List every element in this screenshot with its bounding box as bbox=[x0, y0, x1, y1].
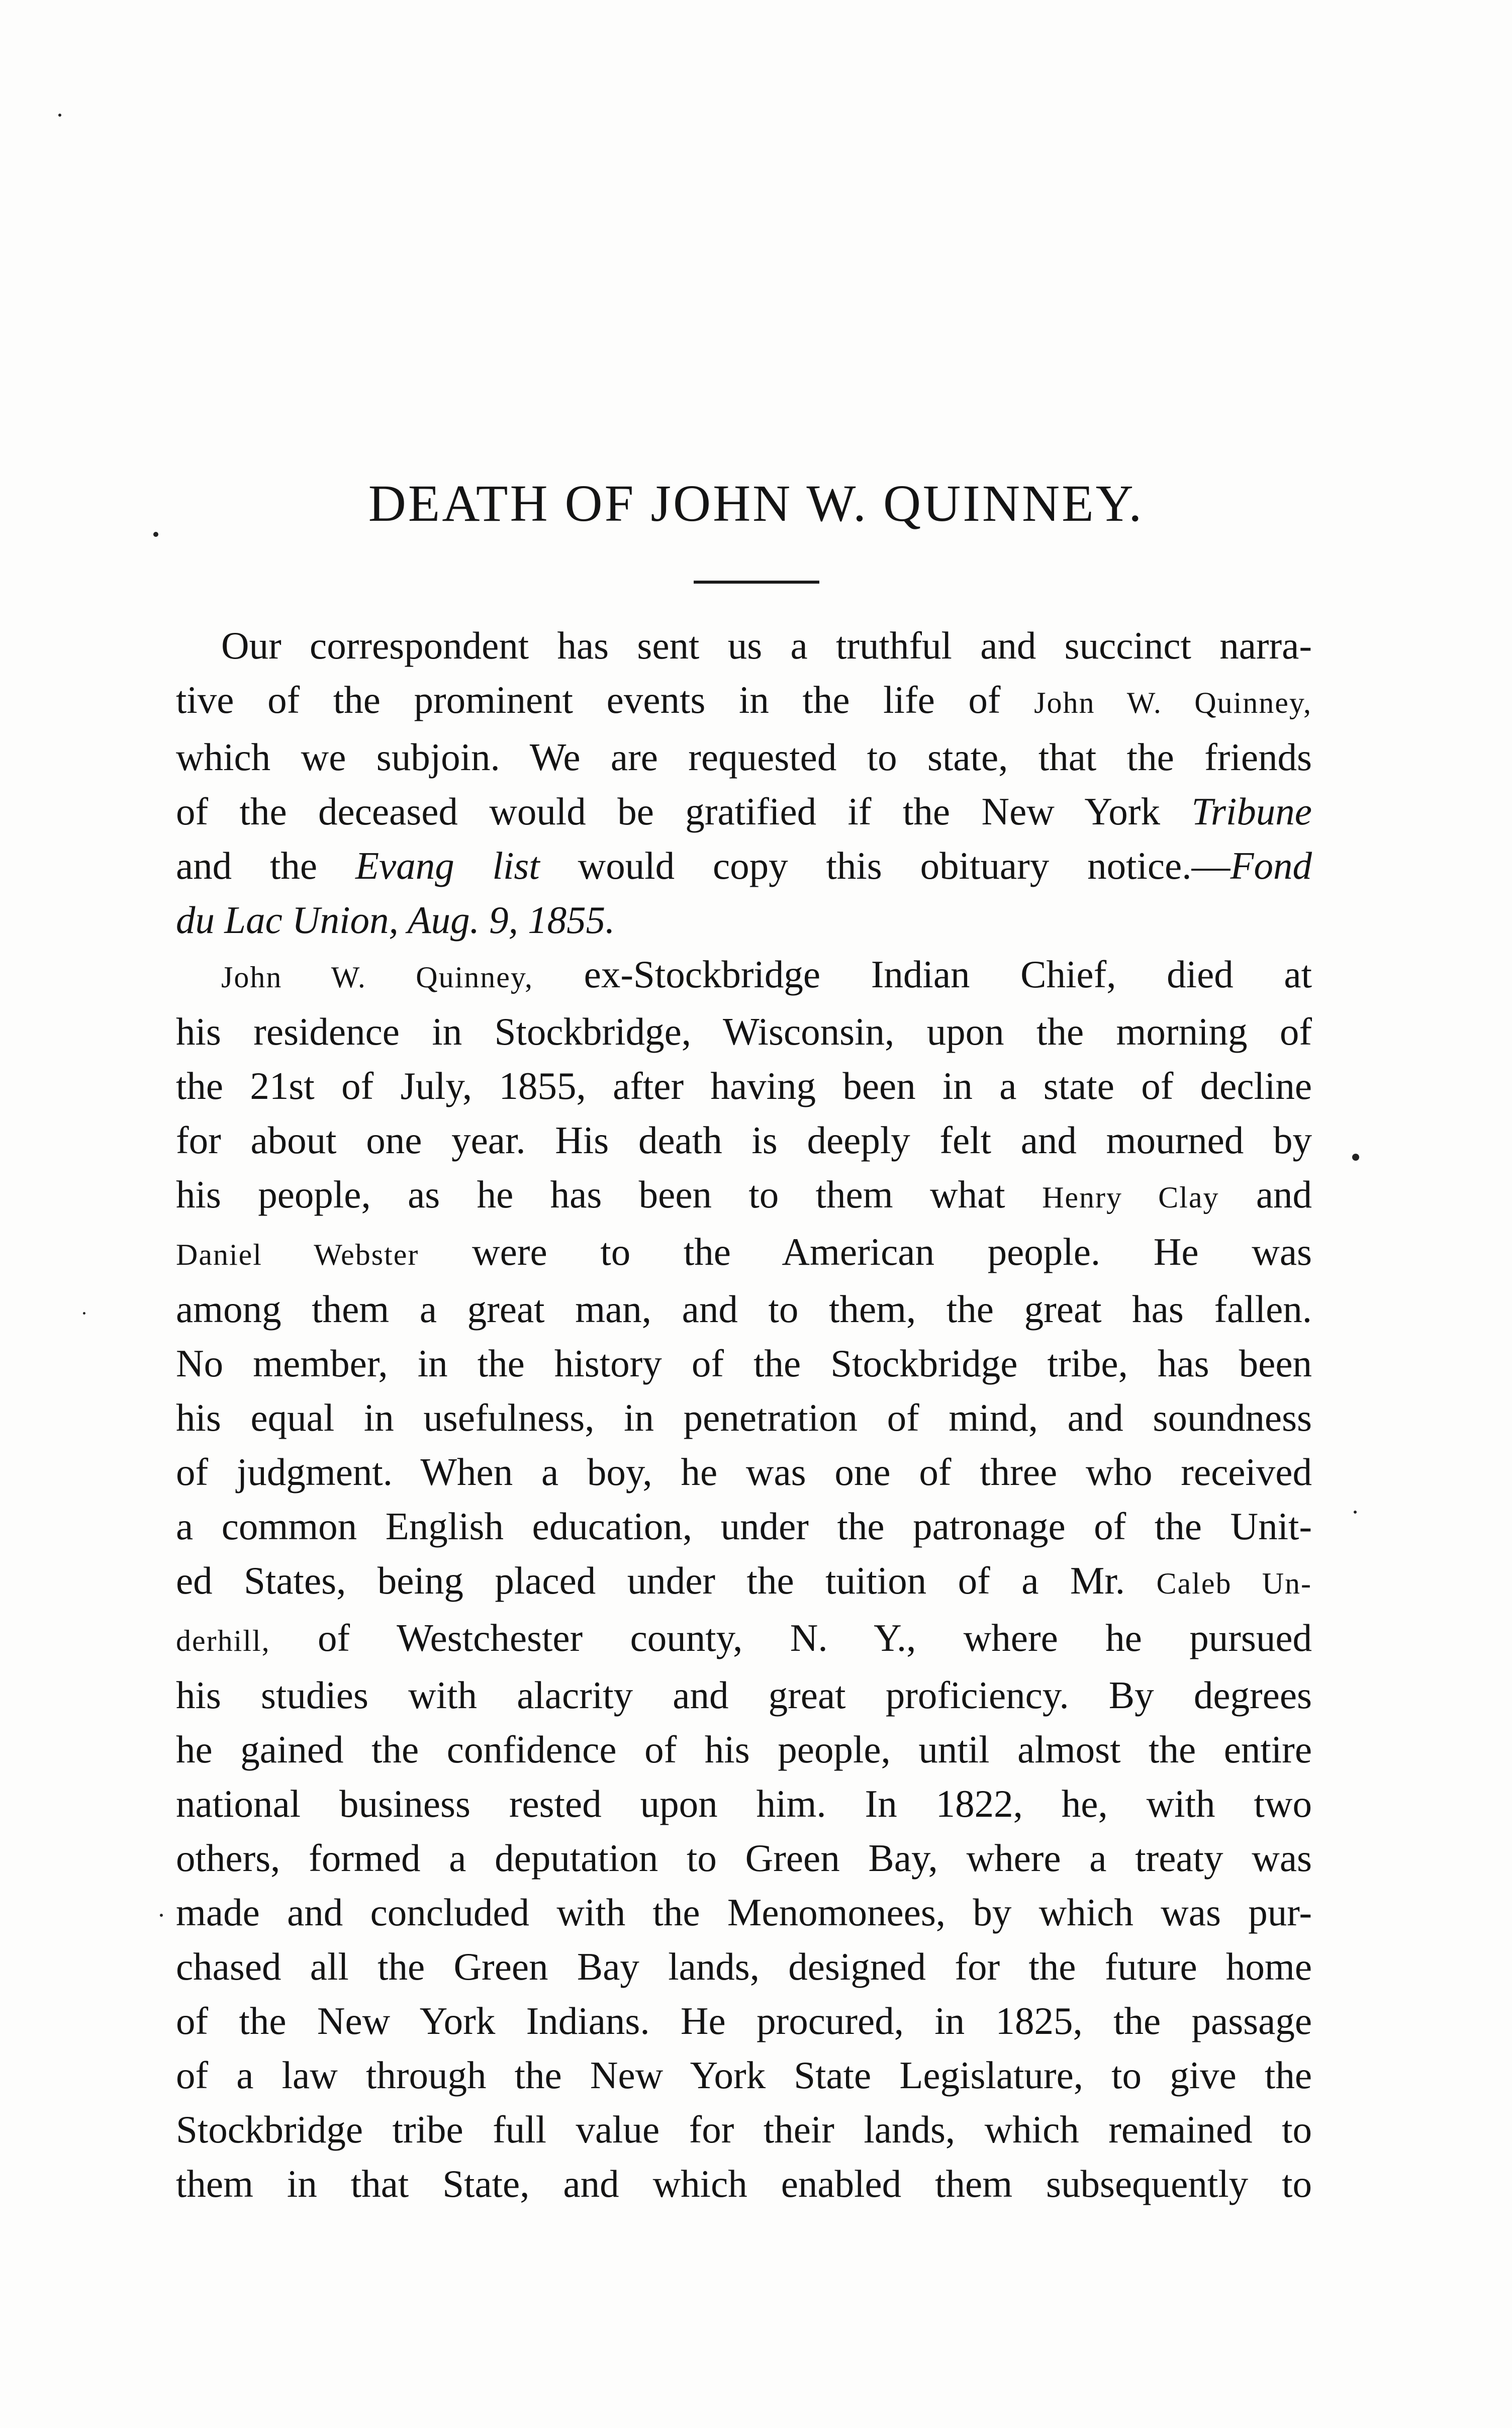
scan-speck bbox=[153, 532, 158, 537]
body-line-16: national business rested upon him. In 1822, he, with two bbox=[176, 1782, 1312, 1825]
body-paragraph bbox=[176, 947, 1312, 2211]
body-line-20: of the New York Indians. He procured, in 1825, the passage bbox=[176, 1999, 1312, 2042]
scan-speck bbox=[1354, 1511, 1357, 1514]
scan-speck bbox=[160, 1914, 163, 1917]
body-line-23: them in that State, and which enabled them subsequently to bbox=[176, 2162, 1312, 2205]
body-line-9: his equal in usefulness, in penetration of mind, and soundness bbox=[176, 1396, 1312, 1439]
body-line-22: Stockbridge tribe full value for their lands, which remained to bbox=[176, 2108, 1312, 2151]
evangelist-italic: Evang list bbox=[355, 844, 540, 887]
scan-speck bbox=[83, 1312, 85, 1315]
body-line-14: his studies with alacrity and great proficiency. By degrees bbox=[176, 1673, 1312, 1717]
body-line-8: No member, in the history of the Stockbridge tribe, has been bbox=[176, 1342, 1312, 1385]
body-line-6: Daniel Webster were to the American people. He was bbox=[176, 1230, 1312, 1273]
title-rule bbox=[694, 581, 819, 584]
scan-speck bbox=[1352, 1154, 1359, 1161]
body-line-4: for about one year. His death is deeply felt and mourned by bbox=[176, 1118, 1312, 1162]
body-line-18: made and concluded with the Menomonees, by which was pur- bbox=[176, 1891, 1312, 1934]
body-line-1: John W. Quinney, ex-Stockbridge Indian Chief, died at bbox=[221, 953, 1312, 996]
name-small-caps: John W. Quinney, bbox=[1034, 686, 1312, 719]
body-line-17: others, formed a deputation to Green Bay, where a treaty was bbox=[176, 1836, 1312, 1880]
body-line-5: his people, as he has been to them what Henry Clay and bbox=[176, 1173, 1312, 1216]
tribune-italic: Tribune bbox=[1191, 790, 1312, 833]
intro-paragraph bbox=[176, 618, 1312, 947]
body-line-11: a common English education, under the patronage of the Unit- bbox=[176, 1505, 1312, 1548]
intro-line-2: tive of the prominent events in the life of John W. Quinney, bbox=[176, 678, 1312, 721]
scan-speck bbox=[58, 114, 61, 117]
body-line-2: his residence in Stockbridge, Wisconsin, upon the morning of bbox=[176, 1010, 1312, 1053]
intro-line-3: which we subjoin. We are requested to state, that the friends bbox=[176, 735, 1312, 779]
body-line-19: chased all the Green Bay lands, designed for the future home bbox=[176, 1945, 1312, 1988]
intro-line-1: Our correspondent has sent us a truthful and succinct narra- bbox=[221, 624, 1312, 667]
intro-line-5: and the Evang list would copy this obituary notice.—Fond bbox=[176, 844, 1312, 887]
article-text bbox=[176, 618, 1312, 2211]
body-line-7: among them a great man, and to them, the great has fallen. bbox=[176, 1287, 1312, 1331]
body-line-12: ed States, being placed under the tuition of a Mr. Caleb Un- bbox=[176, 1559, 1312, 1602]
intro-line-4: of the deceased would be gratified if the New York Tribune bbox=[176, 790, 1312, 833]
page-title: DEATH OF JOHN W. QUINNEY. bbox=[368, 475, 1144, 532]
body-line-13: derhill, of Westchester county, N. Y., where he pursued bbox=[176, 1616, 1312, 1659]
body-line-21: of a law through the New York State Legislature, to give the bbox=[176, 2053, 1312, 2097]
body-line-3: the 21st of July, 1855, after having been in a state of decline bbox=[176, 1064, 1312, 1107]
intro-line-6: du Lac Union, Aug. 9, 1855. bbox=[176, 898, 615, 942]
body-line-15: he gained the confidence of his people, until almost the entire bbox=[176, 1728, 1312, 1771]
body-line-10: of judgment. When a boy, he was one of three who received bbox=[176, 1450, 1312, 1493]
fond-italic: Fond bbox=[1230, 844, 1312, 887]
